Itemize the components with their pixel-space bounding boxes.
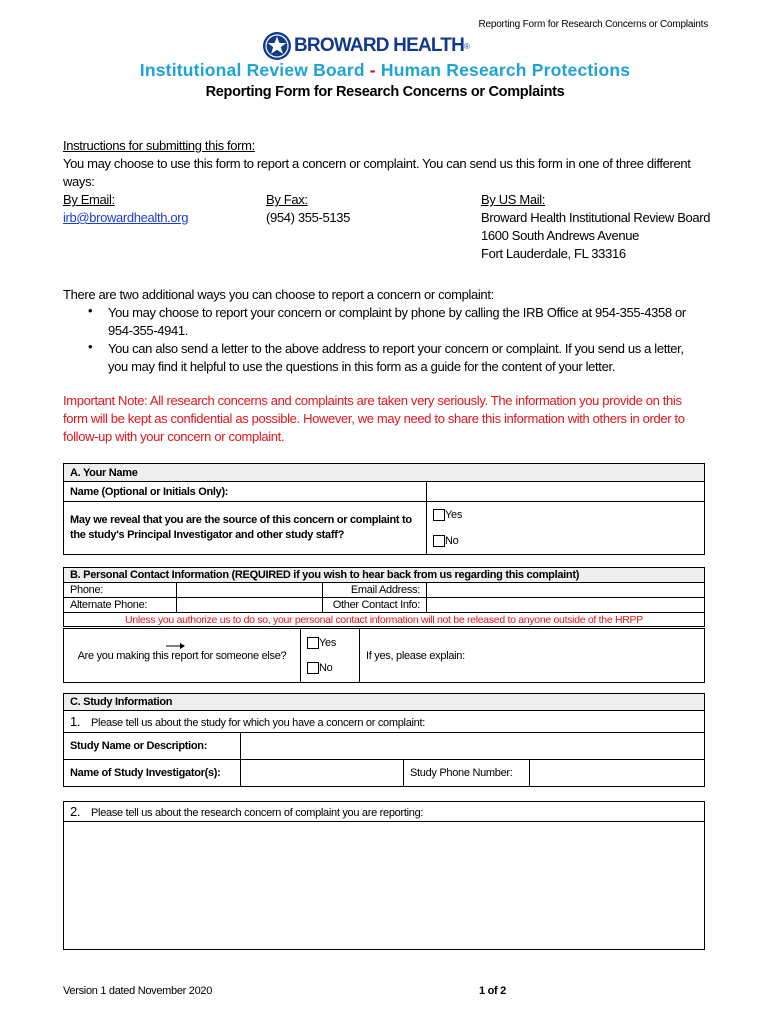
mail-line-2: 1600 South Andrews Avenue [481,228,639,243]
someone-else-options [301,629,360,683]
name-input[interactable] [427,482,705,502]
section-a-table [63,463,705,555]
section-c-heading: C. Study Information [64,694,705,711]
bullet-1-dot: • [88,303,93,318]
bullet-2-line-1: You can also send a letter to the above address to report your concern or complaint. If you send us a letter, [108,341,684,356]
note-line-3: follow-up with your concern or complaint. [63,429,285,444]
someone-else-question [64,629,301,683]
q2-row [64,802,705,822]
bullet-1-line-1: You may choose to report your concern or complaint by phone by calling the IRB Office at 954-355-4358 or [108,305,686,320]
footer-page-number: 1 of 2 [479,985,506,997]
someone-yes-label: Yes [319,636,337,649]
broward-health-logo [262,30,470,62]
someone-no-checkbox[interactable] [307,662,319,674]
study-phone-label: Study Phone Number: [404,760,530,787]
title-right: Human Research Protections [380,60,631,80]
title-dash: - [369,60,376,80]
q2-number: 2. [70,804,81,819]
study-phone-input[interactable] [530,760,705,787]
section-b-someone-table [63,628,705,683]
fax-value: (954) 355-5135 [266,210,350,225]
name-label: Name (Optional or Initials Only): [64,482,427,502]
instructions-heading: Instructions for submitting this form: [63,138,255,153]
footer-version: Version 1 dated November 2020 [63,985,213,997]
email-label: By Email: [63,192,115,207]
title-left: Institutional Review Board [139,60,365,80]
bullet-2-line-2: you may find it helpful to use the questions in this form as a guide for the content of your letter. [108,359,615,374]
other-contact-input[interactable] [427,598,705,613]
study-name-input[interactable] [241,733,705,760]
email-link[interactable]: irb@browardhealth.org [63,210,189,225]
mail-line-1: Broward Health Institutional Review Board [481,210,711,225]
reveal-yes-checkbox[interactable] [433,509,445,521]
page-title [0,60,770,81]
reveal-no-label: No [445,535,459,547]
b-email-label: Email Address: [323,583,427,598]
phone-input[interactable] [177,583,323,598]
reveal-line-2: the study's Principal Investigator and other study staff? [70,529,345,541]
bullet-2-dot: • [88,339,93,354]
someone-yes-checkbox[interactable] [307,637,319,649]
b-email-input[interactable] [427,583,705,598]
mail-label: By US Mail: [481,192,546,207]
q1-row [64,711,705,733]
reveal-options [427,502,705,555]
section-b-heading: B. Personal Contact Information (REQUIRED if you wish to hear back from us regarding this complaint) [64,568,705,583]
phone-label: Phone: [64,583,177,598]
logo-wordmark: BROWARD HEALTH [294,35,464,56]
section-c-table [63,693,705,787]
reveal-question [64,502,427,555]
star-seal-icon [262,31,292,61]
reveal-yes-label: Yes [445,509,463,521]
instructions-line-2: ways: [63,174,95,189]
other-contact-label: Other Contact Info: [323,598,427,613]
explain-label: If yes, please explain: [366,649,465,662]
alt-phone-label: Alternate Phone: [64,598,177,613]
section-2-table [63,801,705,950]
concern-textarea[interactable] [64,822,705,950]
study-name-label: Study Name or Description: [64,733,241,760]
q1-number: 1. [70,714,81,729]
section-a-heading: A. Your Name [64,464,705,482]
logo-trademark: ® [464,41,470,51]
bullet-1-line-2: 954-355-4941. [108,323,189,338]
instructions-line-1: You may choose to use this form to report a concern or complaint. You can send us this form in one of three different [63,156,691,171]
arrow-right-icon [166,642,186,650]
someone-else-label: Are you making this report for someone else? [77,649,287,662]
additional-intro: There are two additional ways you can choose to report a concern or complaint: [63,287,494,302]
reveal-no-checkbox[interactable] [433,535,445,547]
contact-warning: Unless you authorize us to do so, your personal contact information will not be released to anyone outside of the HRPP [64,613,705,627]
mail-line-3: Fort Lauderdale, FL 33316 [481,246,626,261]
someone-no-label: No [319,661,333,674]
note-line-1: Important Note: All research concerns and complaints are taken very seriously. The information you provide on this [63,393,682,408]
section-b-table [63,567,705,627]
fax-label: By Fax: [266,192,308,207]
explain-field[interactable] [360,629,705,683]
reveal-line-1: May we reveal that you are the source of this concern or complaint to [70,514,412,526]
investigator-label: Name of Study Investigator(s): [64,760,241,787]
alt-phone-input[interactable] [177,598,323,613]
running-header: Reporting Form for Research Concerns or Complaints [478,19,708,30]
investigator-input[interactable] [241,760,404,787]
note-line-2: form will be kept as confidential as possible. However, we may need to share this information with others in order to [63,411,685,426]
q1-text: Please tell us about the study for which you have a concern or complaint: [91,717,425,729]
q2-text: Please tell us about the research concern of complaint you are reporting: [91,807,424,819]
page-subtitle: Reporting Form for Research Concerns or Complaints [205,84,565,100]
